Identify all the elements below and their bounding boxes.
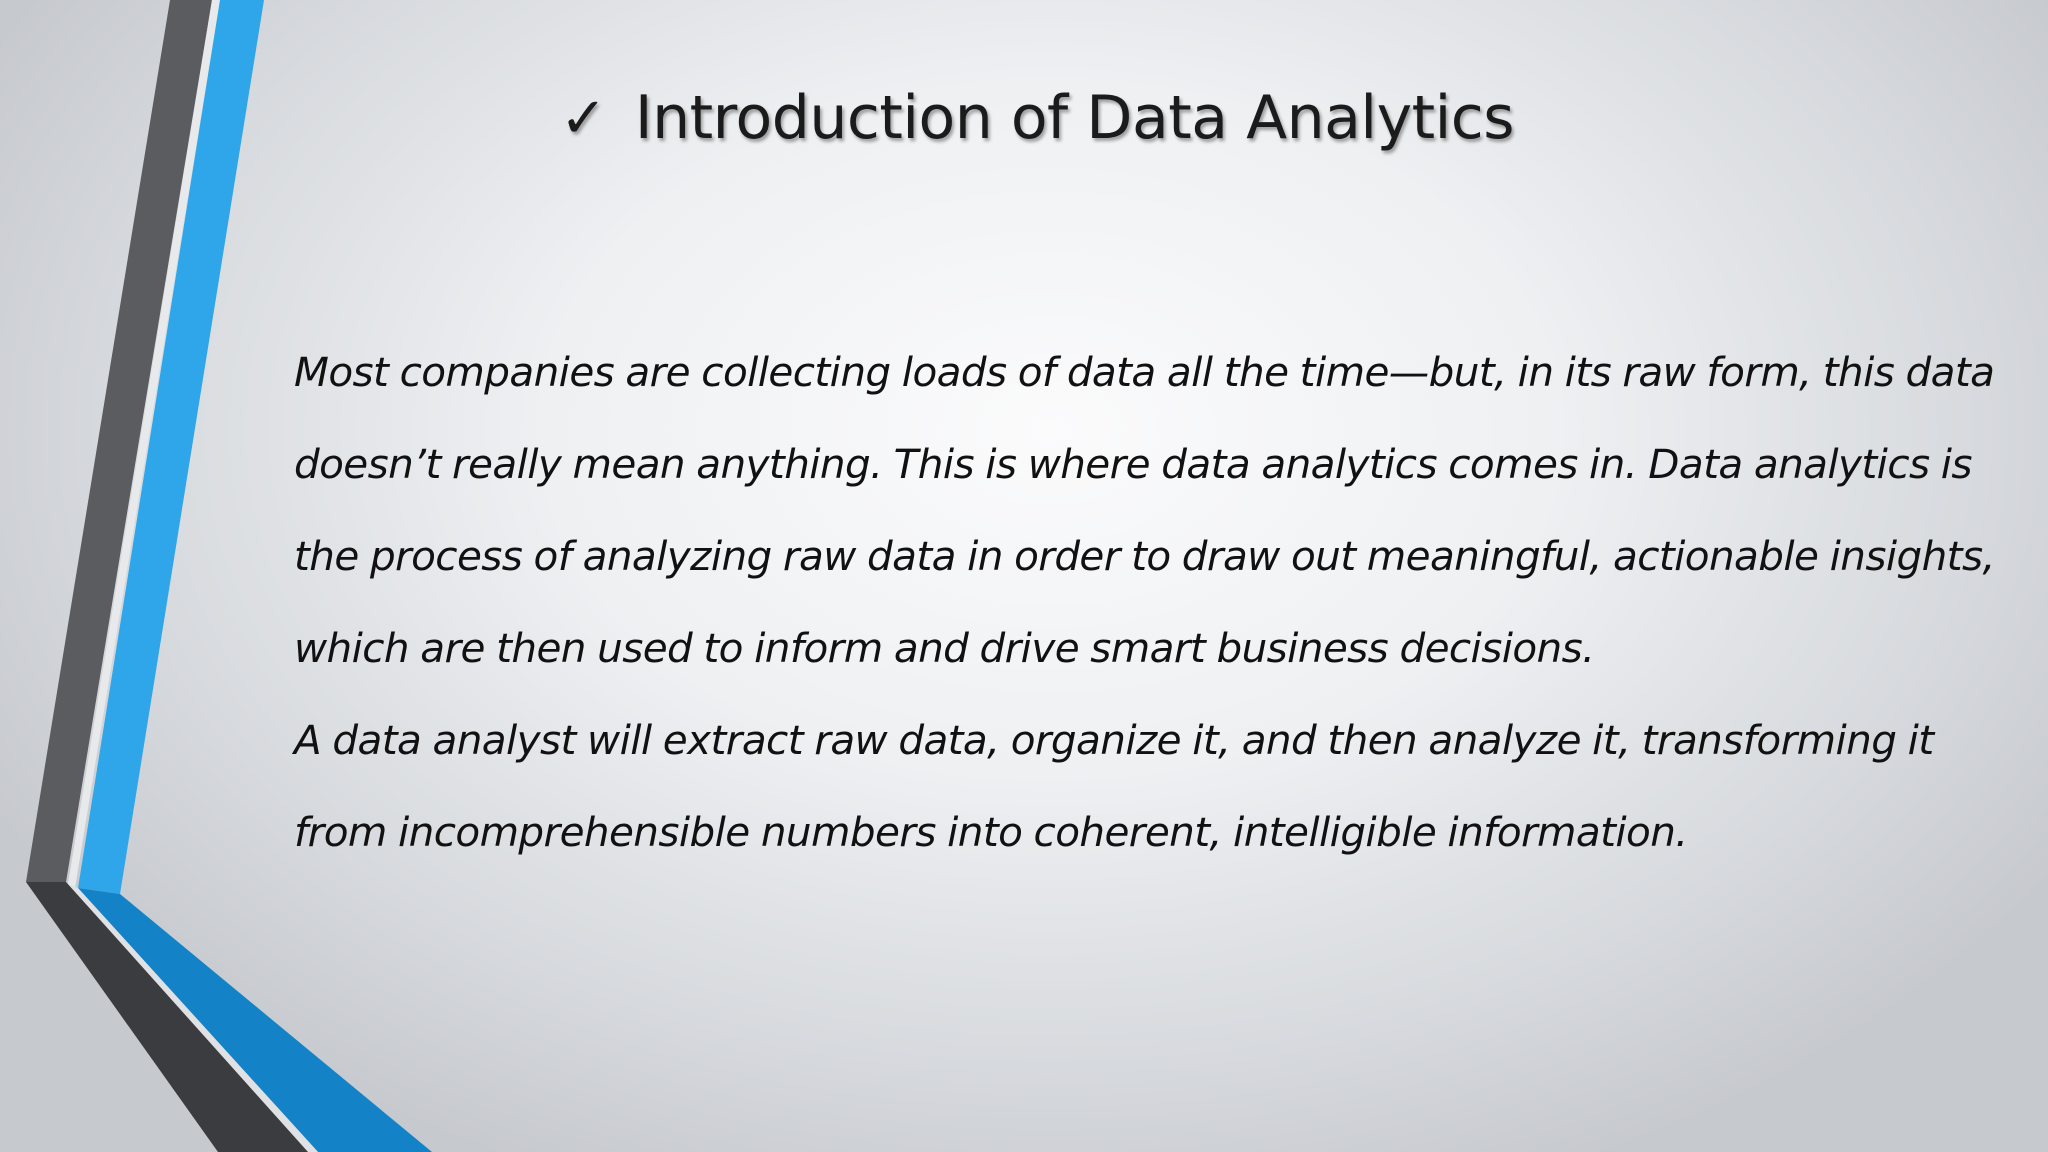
title-text: Introduction of Data Analytics — [634, 83, 1515, 153]
light-separator — [68, 0, 220, 888]
body-text — [294, 326, 2014, 878]
gray-stripe-vertical — [26, 0, 212, 882]
blue-stripe-diagonal — [78, 888, 432, 1152]
blue-stripe-vertical — [78, 0, 264, 894]
gray-stripe-diagonal — [26, 882, 310, 1152]
check-icon: ✓ — [560, 85, 607, 151]
slide-title — [560, 68, 1580, 168]
paragraph-data-analyst-role: A data analyst will extract raw data, organize it, and then analyze it, transforming it from incomprehensible numbers into coherent, intelligible information. — [294, 716, 1934, 856]
paragraph-data-analytics-definition: Most companies are collecting loads of data all the time—but, in its raw form, this data doesn’t really mean anything. This is where data analytics comes in. Data analytics is the process of analyzing raw data in order to draw out meaningful, actionable insights, which are then used to inform and drive smart business decisions. — [294, 348, 1995, 672]
light-separator-diagonal — [68, 884, 318, 1152]
